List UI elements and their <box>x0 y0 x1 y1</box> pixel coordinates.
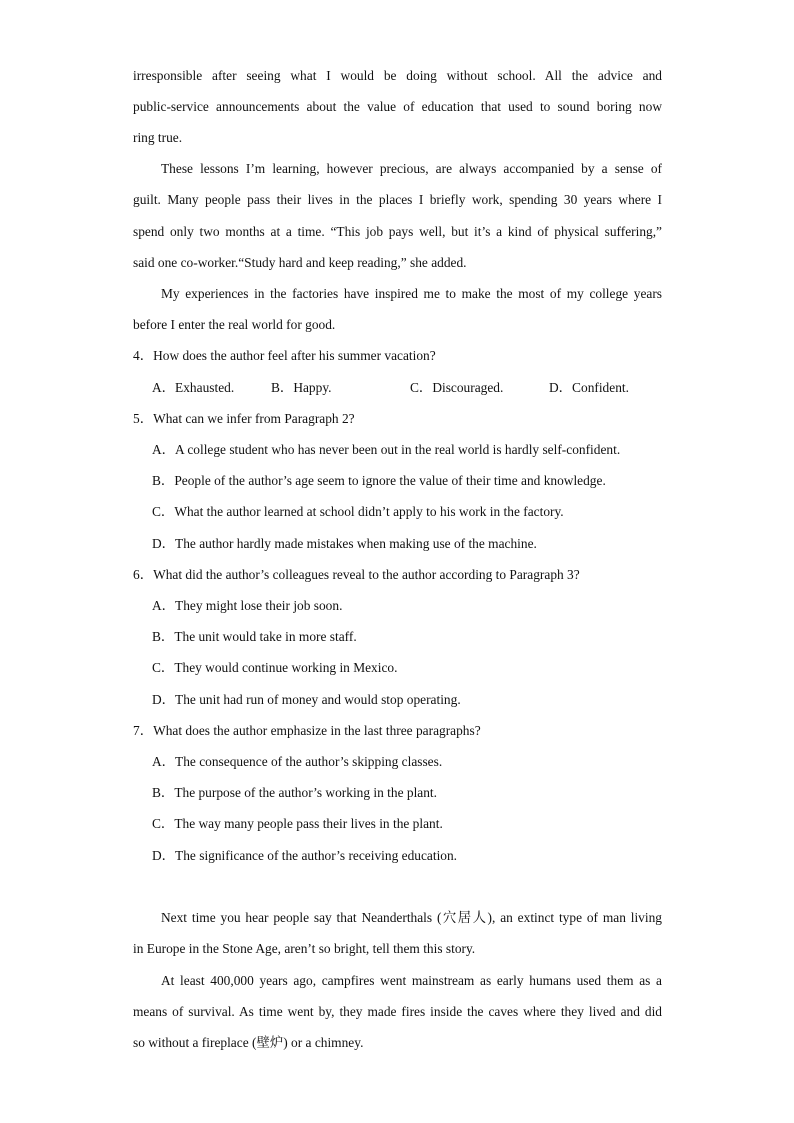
question-4-option-a[interactable]: A．Exhausted. <box>152 380 235 395</box>
question-7-option-a[interactable]: A．The consequence of the author’s skipping classes. <box>152 754 443 769</box>
question-7-option-b[interactable]: B．The purpose of the author’s working in the plant. <box>152 785 437 800</box>
passage-b-line: At least 400,000 years ago, campfires went mainstream as early humans used them as a <box>161 973 662 988</box>
passage-a-line: said one co-worker.“Study hard and keep reading,” she added. <box>133 255 467 270</box>
passage-b-line: in Europe in the Stone Age, aren’t so bright, tell them this story. <box>133 941 476 956</box>
question-7-stem: 7．What does the author emphasize in the last three paragraphs? <box>133 723 481 738</box>
passage-a-line: ring true. <box>133 130 183 145</box>
question-4-option-c[interactable]: C．Discouraged. <box>410 380 504 395</box>
question-4-stem: 4．How does the author feel after his summer vacation? <box>133 348 436 363</box>
passage-a-line: My experiences in the factories have inspired me to make the most of my college years <box>161 286 662 301</box>
question-6-option-a[interactable]: A．They might lose their job soon. <box>152 598 343 613</box>
question-7-option-d[interactable]: D．The significance of the author’s receiving education. <box>152 848 458 863</box>
passage-a-line: public-service announcements about the value of education that used to sound boring now <box>133 99 662 114</box>
question-5-option-a[interactable]: A．A college student who has never been out in the real world is hardly self-confident. <box>152 442 621 457</box>
question-4-option-b[interactable]: B．Happy. <box>271 380 332 395</box>
passage-a-line: before I enter the real world for good. <box>133 317 336 332</box>
passage-b-line: Next time you hear people say that Neanderthals (穴居人), an extinct type of man living <box>161 910 662 925</box>
question-6-option-c[interactable]: C．They would continue working in Mexico. <box>152 660 398 675</box>
passage-b-line: means of survival. As time went by, they made fires inside the caves where they lived and did <box>133 1004 662 1019</box>
question-6-stem: 6．What did the author’s colleagues reveal to the author according to Paragraph 3? <box>133 567 580 582</box>
question-5-option-d[interactable]: D．The author hardly made mistakes when making use of the machine. <box>152 536 537 551</box>
passage-a-line: spend only two months at a time. “This job pays well, but it’s a kind of physical suffering,” <box>133 224 662 239</box>
question-5-option-c[interactable]: C．What the author learned at school didn’t apply to his work in the factory. <box>152 504 564 519</box>
question-5-stem: 5．What can we infer from Paragraph 2? <box>133 411 355 426</box>
question-5-option-b[interactable]: B．People of the author’s age seem to ignore the value of their time and knowledge. <box>152 473 606 488</box>
passage-b-line: so without a fireplace (壁炉) or a chimney. <box>133 1035 364 1050</box>
passage-a-line: irresponsible after seeing what I would be doing without school. All the advice and <box>133 68 662 83</box>
passage-a-line: These lessons I’m learning, however precious, are always accompanied by a sense of <box>161 161 662 176</box>
passage-a-line: guilt. Many people pass their lives in the places I briefly work, spending 30 years where I <box>133 192 662 207</box>
question-7-option-c[interactable]: C．The way many people pass their lives in the plant. <box>152 816 443 831</box>
question-6-option-b[interactable]: B．The unit would take in more staff. <box>152 629 357 644</box>
question-6-option-d[interactable]: D．The unit had run of money and would stop operating. <box>152 692 461 707</box>
question-4-option-d[interactable]: D．Confident. <box>549 380 629 395</box>
